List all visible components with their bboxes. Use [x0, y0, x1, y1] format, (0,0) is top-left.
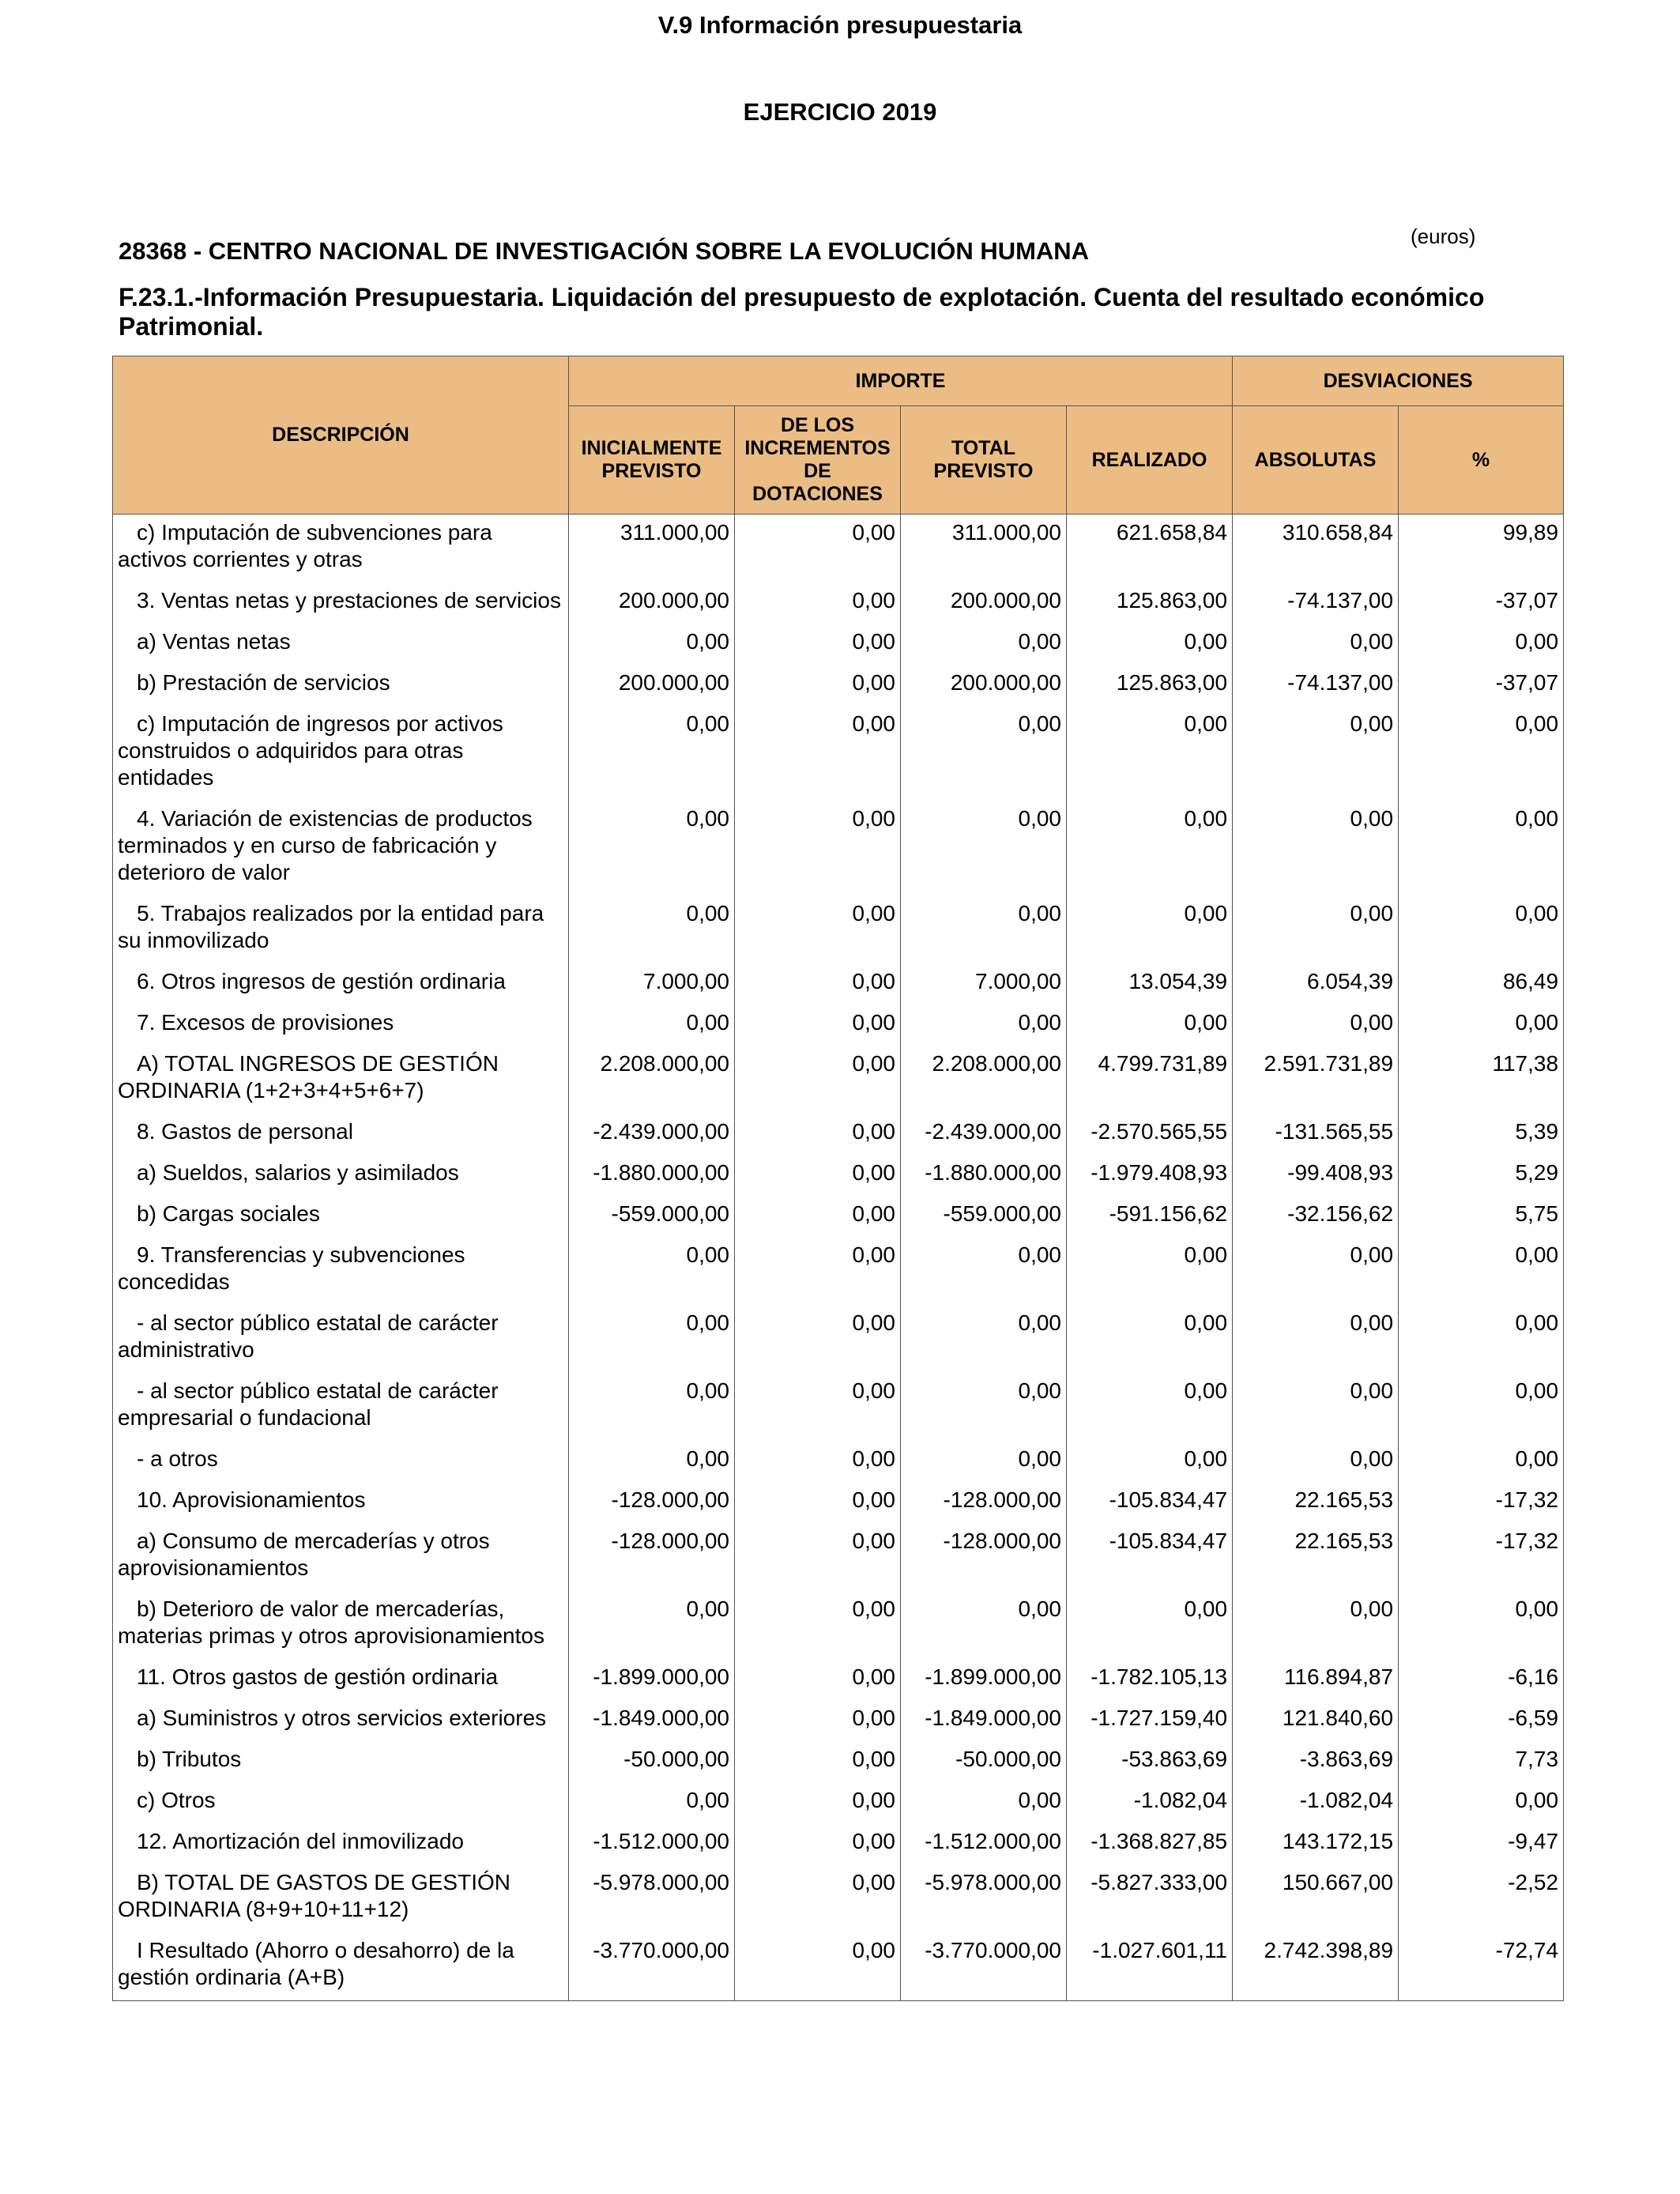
table-row	[113, 1482, 1564, 1523]
cell-total-previsto: 7.000,00	[901, 963, 1067, 1005]
cell-porcentaje: 99,89	[1399, 515, 1564, 583]
cell-porcentaje: 0,00	[1399, 1373, 1564, 1441]
cell-absolutas: 0,00	[1233, 706, 1399, 801]
row-description: 5. Trabajos realizados por la entidad para su inmovilizado	[118, 901, 544, 952]
cell-realizado: -1.082,04	[1067, 1782, 1233, 1823]
table-row	[113, 515, 1564, 583]
cell-absolutas: 150.667,00	[1233, 1864, 1399, 1932]
cell-inicialmente-previsto: -5.978.000,00	[569, 1864, 735, 1932]
cell-incrementos: 0,00	[735, 665, 901, 706]
row-description: c) Imputación de ingresos por activos construidos o adquiridos para otras entidades	[118, 711, 503, 790]
table-row	[113, 1441, 1564, 1482]
cell-absolutas: 0,00	[1233, 1591, 1399, 1659]
cell-incrementos: 0,00	[735, 1741, 901, 1782]
row-description: 7. Excesos de provisiones	[137, 1010, 394, 1035]
cell-inicialmente-previsto: -1.880.000,00	[569, 1155, 735, 1196]
cell-inicialmente-previsto: -128.000,00	[569, 1523, 735, 1591]
row-description: c) Otros	[137, 1788, 216, 1812]
cell-total-previsto: 0,00	[901, 1782, 1067, 1823]
table-row	[113, 1523, 1564, 1591]
cell-absolutas: 0,00	[1233, 1305, 1399, 1373]
table-row	[113, 1046, 1564, 1114]
table-row	[113, 895, 1564, 963]
cell-realizado: 0,00	[1067, 1373, 1233, 1441]
cell-realizado: 0,00	[1067, 895, 1233, 963]
cell-incrementos: 0,00	[735, 1523, 901, 1591]
row-description-cell	[113, 515, 569, 583]
cell-inicialmente-previsto: -50.000,00	[569, 1741, 735, 1782]
row-description: 12. Amortización del inmovilizado	[137, 1829, 464, 1853]
table-row	[113, 1741, 1564, 1782]
table-row	[113, 706, 1564, 801]
cell-realizado: 0,00	[1067, 1005, 1233, 1046]
table-row	[113, 1591, 1564, 1659]
row-description-cell	[113, 1523, 569, 1591]
cell-absolutas: 116.894,87	[1233, 1659, 1399, 1700]
cell-realizado: 0,00	[1067, 624, 1233, 665]
cell-total-previsto: 2.208.000,00	[901, 1046, 1067, 1114]
row-description: 9. Transferencias y subvenciones concedidas	[118, 1242, 465, 1294]
row-description-cell	[113, 582, 569, 624]
cell-incrementos: 0,00	[735, 515, 901, 583]
row-description: 3. Ventas netas y prestaciones de servicios	[137, 588, 561, 613]
cell-total-previsto: 0,00	[901, 706, 1067, 801]
cell-total-previsto: 0,00	[901, 1305, 1067, 1373]
cell-total-previsto: 0,00	[901, 1591, 1067, 1659]
cell-porcentaje: 5,39	[1399, 1114, 1564, 1155]
cell-porcentaje: 0,00	[1399, 1441, 1564, 1482]
table-row	[113, 1305, 1564, 1373]
cell-absolutas: 6.054,39	[1233, 963, 1399, 1005]
row-description-cell	[113, 1591, 569, 1659]
table-row	[113, 582, 1564, 624]
cell-incrementos: 0,00	[735, 706, 901, 801]
cell-inicialmente-previsto: 0,00	[569, 1237, 735, 1305]
budget-table	[112, 356, 1564, 2001]
cell-incrementos: 0,00	[735, 1782, 901, 1823]
cell-porcentaje: -2,52	[1399, 1864, 1564, 1932]
cell-inicialmente-previsto: 0,00	[569, 624, 735, 665]
row-description-cell	[113, 1932, 569, 2001]
cell-total-previsto: -2.439.000,00	[901, 1114, 1067, 1155]
row-description-cell	[113, 1441, 569, 1482]
header-descripcion: DESCRIPCIÓN	[113, 356, 569, 515]
row-description-cell	[113, 1782, 569, 1823]
cell-porcentaje: -9,47	[1399, 1823, 1564, 1864]
cell-total-previsto: 200.000,00	[901, 665, 1067, 706]
table-row	[113, 1155, 1564, 1196]
cell-realizado: -1.368.827,85	[1067, 1823, 1233, 1864]
cell-inicialmente-previsto: 0,00	[569, 1591, 735, 1659]
row-description: a) Ventas netas	[137, 629, 291, 654]
cell-inicialmente-previsto: 0,00	[569, 1005, 735, 1046]
cell-incrementos: 0,00	[735, 1114, 901, 1155]
cell-inicialmente-previsto: 0,00	[569, 895, 735, 963]
row-description-cell	[113, 1659, 569, 1700]
cell-total-previsto: -1.899.000,00	[901, 1659, 1067, 1700]
cell-absolutas: 310.658,84	[1233, 515, 1399, 583]
row-description-cell	[113, 1196, 569, 1237]
cell-realizado: 0,00	[1067, 1441, 1233, 1482]
table-row	[113, 1114, 1564, 1155]
row-description: c) Imputación de subvenciones para activos corrientes y otras	[118, 520, 492, 571]
cell-porcentaje: 0,00	[1399, 1237, 1564, 1305]
cell-incrementos: 0,00	[735, 1700, 901, 1741]
cell-porcentaje: 0,00	[1399, 895, 1564, 963]
table-row	[113, 1864, 1564, 1932]
cell-total-previsto: -3.770.000,00	[901, 1932, 1067, 2001]
header-porcentaje: %	[1399, 406, 1564, 515]
cell-total-previsto: 0,00	[901, 624, 1067, 665]
cell-incrementos: 0,00	[735, 624, 901, 665]
row-description: a) Suministros y otros servicios exteriores	[137, 1706, 547, 1730]
table-row	[113, 1659, 1564, 1700]
cell-total-previsto: 0,00	[901, 1441, 1067, 1482]
row-description-cell	[113, 706, 569, 801]
row-description-cell	[113, 1005, 569, 1046]
row-description-cell	[113, 1482, 569, 1523]
section-title: V.9 Información presupuestaria	[657, 11, 1023, 39]
cell-absolutas: 0,00	[1233, 624, 1399, 665]
cell-realizado: 0,00	[1067, 1305, 1233, 1373]
row-description-cell	[113, 963, 569, 1005]
cell-porcentaje: 0,00	[1399, 1782, 1564, 1823]
row-description-cell	[113, 1823, 569, 1864]
cell-porcentaje: 5,29	[1399, 1155, 1564, 1196]
cell-realizado: -105.834,47	[1067, 1482, 1233, 1523]
cell-incrementos: 0,00	[735, 1864, 901, 1932]
cell-inicialmente-previsto: 200.000,00	[569, 665, 735, 706]
row-description: 6. Otros ingresos de gestión ordinaria	[137, 969, 506, 993]
cell-porcentaje: 117,38	[1399, 1046, 1564, 1114]
cell-inicialmente-previsto: 0,00	[569, 1441, 735, 1482]
row-description: a) Sueldos, salarios y asimilados	[137, 1160, 459, 1185]
cell-absolutas: 2.742.398,89	[1233, 1932, 1399, 2001]
cell-absolutas: 0,00	[1233, 1005, 1399, 1046]
row-description: b) Tributos	[137, 1747, 242, 1771]
cell-porcentaje: 0,00	[1399, 1591, 1564, 1659]
header-realizado: REALIZADO	[1067, 406, 1233, 515]
cell-inicialmente-previsto: 2.208.000,00	[569, 1046, 735, 1114]
header-desviaciones: DESVIACIONES	[1233, 356, 1564, 406]
cell-inicialmente-previsto: 0,00	[569, 1373, 735, 1441]
cell-realizado: 0,00	[1067, 1591, 1233, 1659]
cell-incrementos: 0,00	[735, 1591, 901, 1659]
row-description: b) Deterioro de valor de mercaderías, materias primas y otros aprovisionamientos	[118, 1596, 544, 1648]
cell-inicialmente-previsto: 0,00	[569, 1305, 735, 1373]
cell-absolutas: -1.082,04	[1233, 1782, 1399, 1823]
row-description: 10. Aprovisionamientos	[137, 1487, 366, 1512]
cell-absolutas: 0,00	[1233, 1237, 1399, 1305]
cell-porcentaje: -6,59	[1399, 1700, 1564, 1741]
cell-inicialmente-previsto: 311.000,00	[569, 515, 735, 583]
cell-total-previsto: 0,00	[901, 1373, 1067, 1441]
cell-porcentaje: 5,75	[1399, 1196, 1564, 1237]
cell-porcentaje: 7,73	[1399, 1741, 1564, 1782]
row-description-cell	[113, 1237, 569, 1305]
cell-incrementos: 0,00	[735, 1237, 901, 1305]
cell-absolutas: 143.172,15	[1233, 1823, 1399, 1864]
row-description-cell	[113, 1373, 569, 1441]
table-row	[113, 963, 1564, 1005]
cell-incrementos: 0,00	[735, 963, 901, 1005]
cell-absolutas: 22.165,53	[1233, 1482, 1399, 1523]
row-description-cell	[113, 665, 569, 706]
cell-absolutas: 2.591.731,89	[1233, 1046, 1399, 1114]
header-total-previsto: TOTAL PREVISTO	[901, 406, 1067, 515]
cell-inicialmente-previsto: 0,00	[569, 801, 735, 895]
cell-incrementos: 0,00	[735, 1932, 901, 2001]
table-row	[113, 1373, 1564, 1441]
cell-absolutas: 121.840,60	[1233, 1700, 1399, 1741]
row-description-cell	[113, 895, 569, 963]
cell-incrementos: 0,00	[735, 1196, 901, 1237]
cell-total-previsto: 200.000,00	[901, 582, 1067, 624]
row-description-cell	[113, 624, 569, 665]
cell-inicialmente-previsto: 0,00	[569, 706, 735, 801]
table-row	[113, 801, 1564, 895]
cell-porcentaje: 86,49	[1399, 963, 1564, 1005]
cell-porcentaje: 0,00	[1399, 624, 1564, 665]
row-description: A) TOTAL INGRESOS DE GESTIÓN ORDINARIA (1+2+3+4+5+6+7)	[118, 1051, 499, 1103]
cell-realizado: -105.834,47	[1067, 1523, 1233, 1591]
row-description-cell	[113, 1864, 569, 1932]
cell-absolutas: -3.863,69	[1233, 1741, 1399, 1782]
cell-realizado: 0,00	[1067, 1237, 1233, 1305]
header-incrementos: DE LOS INCREMENTOS DE DOTACIONES	[735, 406, 901, 515]
cell-inicialmente-previsto: -1.512.000,00	[569, 1823, 735, 1864]
cell-incrementos: 0,00	[735, 1373, 901, 1441]
row-description: - al sector público estatal de carácter administrativo	[118, 1310, 499, 1362]
cell-realizado: 0,00	[1067, 706, 1233, 801]
cell-total-previsto: -128.000,00	[901, 1482, 1067, 1523]
table-row	[113, 1823, 1564, 1864]
cell-porcentaje: -37,07	[1399, 665, 1564, 706]
cell-absolutas: 0,00	[1233, 801, 1399, 895]
cell-incrementos: 0,00	[735, 1155, 901, 1196]
cell-total-previsto: -559.000,00	[901, 1196, 1067, 1237]
cell-realizado: 0,00	[1067, 801, 1233, 895]
cell-absolutas: -99.408,93	[1233, 1155, 1399, 1196]
row-description-cell	[113, 1046, 569, 1114]
row-description: a) Consumo de mercaderías y otros aprovisionamientos	[118, 1529, 490, 1580]
row-description: b) Prestación de servicios	[137, 670, 390, 695]
cell-porcentaje: -17,32	[1399, 1482, 1564, 1523]
cell-incrementos: 0,00	[735, 895, 901, 963]
cell-porcentaje: -72,74	[1399, 1932, 1564, 2001]
cell-incrementos: 0,00	[735, 1659, 901, 1700]
cell-absolutas: 0,00	[1233, 895, 1399, 963]
cell-absolutas: -74.137,00	[1233, 665, 1399, 706]
row-description-cell	[113, 801, 569, 895]
cell-incrementos: 0,00	[735, 1046, 901, 1114]
cell-realizado: -1.727.159,40	[1067, 1700, 1233, 1741]
cell-inicialmente-previsto: -1.849.000,00	[569, 1700, 735, 1741]
cell-inicialmente-previsto: -559.000,00	[569, 1196, 735, 1237]
currency-unit: (euros)	[1411, 224, 1476, 248]
header-inicialmente-previsto: INICIALMENTE PREVISTO	[569, 406, 735, 515]
cell-porcentaje: 0,00	[1399, 1305, 1564, 1373]
cell-absolutas: 0,00	[1233, 1373, 1399, 1441]
cell-inicialmente-previsto: 0,00	[569, 1782, 735, 1823]
table-row	[113, 1005, 1564, 1046]
cell-realizado: -2.570.565,55	[1067, 1114, 1233, 1155]
cell-total-previsto: -1.880.000,00	[901, 1155, 1067, 1196]
row-description-cell	[113, 1305, 569, 1373]
cell-porcentaje: -17,32	[1399, 1523, 1564, 1591]
table-row	[113, 665, 1564, 706]
cell-inicialmente-previsto: 7.000,00	[569, 963, 735, 1005]
cell-incrementos: 0,00	[735, 1441, 901, 1482]
organization-title: 28368 - CENTRO NACIONAL DE INVESTIGACIÓN SOBRE LA EVOLUCIÓN HUMANA	[119, 237, 1090, 265]
cell-total-previsto: -1.512.000,00	[901, 1823, 1067, 1864]
row-description: 11. Otros gastos de gestión ordinaria	[137, 1664, 499, 1689]
cell-realizado: 4.799.731,89	[1067, 1046, 1233, 1114]
cell-absolutas: -74.137,00	[1233, 582, 1399, 624]
row-description-cell	[113, 1114, 569, 1155]
cell-porcentaje: -37,07	[1399, 582, 1564, 624]
cell-total-previsto: -1.849.000,00	[901, 1700, 1067, 1741]
row-description-cell	[113, 1741, 569, 1782]
cell-inicialmente-previsto: -3.770.000,00	[569, 1932, 735, 2001]
cell-realizado: -1.027.601,11	[1067, 1932, 1233, 2001]
cell-realizado: 125.863,00	[1067, 582, 1233, 624]
cell-realizado: 125.863,00	[1067, 665, 1233, 706]
cell-inicialmente-previsto: -128.000,00	[569, 1482, 735, 1523]
cell-incrementos: 0,00	[735, 1482, 901, 1523]
cell-total-previsto: 0,00	[901, 895, 1067, 963]
cell-realizado: 13.054,39	[1067, 963, 1233, 1005]
cell-incrementos: 0,00	[735, 1305, 901, 1373]
cell-realizado: -53.863,69	[1067, 1741, 1233, 1782]
table-row	[113, 1782, 1564, 1823]
cell-incrementos: 0,00	[735, 801, 901, 895]
cell-porcentaje: 0,00	[1399, 706, 1564, 801]
header-absolutas: ABSOLUTAS	[1233, 406, 1399, 515]
row-description: - al sector público estatal de carácter empresarial o fundacional	[118, 1378, 499, 1430]
table-row	[113, 1700, 1564, 1741]
cell-absolutas: 0,00	[1233, 1441, 1399, 1482]
cell-total-previsto: -50.000,00	[901, 1741, 1067, 1782]
table-row	[113, 1932, 1564, 2001]
cell-absolutas: 22.165,53	[1233, 1523, 1399, 1591]
table-row	[113, 1196, 1564, 1237]
cell-incrementos: 0,00	[735, 582, 901, 624]
cell-realizado: 621.658,84	[1067, 515, 1233, 583]
fiscal-year-title: EJERCICIO 2019	[743, 98, 937, 126]
cell-incrementos: 0,00	[735, 1823, 901, 1864]
row-description: B) TOTAL DE GASTOS DE GESTIÓN ORDINARIA (8+9+10+11+12)	[118, 1870, 510, 1921]
cell-total-previsto: 0,00	[901, 1005, 1067, 1046]
cell-inicialmente-previsto: 200.000,00	[569, 582, 735, 624]
row-description: 8. Gastos de personal	[137, 1119, 353, 1144]
row-description-cell	[113, 1155, 569, 1196]
cell-realizado: -591.156,62	[1067, 1196, 1233, 1237]
table-row	[113, 1237, 1564, 1305]
cell-realizado: -1.979.408,93	[1067, 1155, 1233, 1196]
cell-absolutas: -131.565,55	[1233, 1114, 1399, 1155]
cell-realizado: -5.827.333,00	[1067, 1864, 1233, 1932]
header-importe: IMPORTE	[569, 356, 1233, 406]
cell-porcentaje: 0,00	[1399, 1005, 1564, 1046]
cell-inicialmente-previsto: -2.439.000,00	[569, 1114, 735, 1155]
report-subtitle: F.23.1.-Información Presupuestaria. Liquidación del presupuesto de explotación. Cuenta del resultado económico Patrimonial.	[119, 283, 1485, 341]
cell-total-previsto: -5.978.000,00	[901, 1864, 1067, 1932]
table-row	[113, 624, 1564, 665]
cell-porcentaje: -6,16	[1399, 1659, 1564, 1700]
cell-incrementos: 0,00	[735, 1005, 901, 1046]
row-description: - a otros	[137, 1446, 218, 1471]
cell-inicialmente-previsto: -1.899.000,00	[569, 1659, 735, 1700]
cell-total-previsto: 311.000,00	[901, 515, 1067, 583]
cell-total-previsto: -128.000,00	[901, 1523, 1067, 1591]
row-description: 4. Variación de existencias de productos terminados y en curso de fabricación y deterioro de valor	[118, 806, 533, 884]
cell-porcentaje: 0,00	[1399, 801, 1564, 895]
row-description: I Resultado (Ahorro o desahorro) de la gestión ordinaria (A+B)	[118, 1938, 514, 1989]
cell-total-previsto: 0,00	[901, 801, 1067, 895]
row-description: b) Cargas sociales	[137, 1201, 320, 1226]
cell-total-previsto: 0,00	[901, 1237, 1067, 1305]
row-description-cell	[113, 1700, 569, 1741]
cell-absolutas: -32.156,62	[1233, 1196, 1399, 1237]
cell-realizado: -1.782.105,13	[1067, 1659, 1233, 1700]
